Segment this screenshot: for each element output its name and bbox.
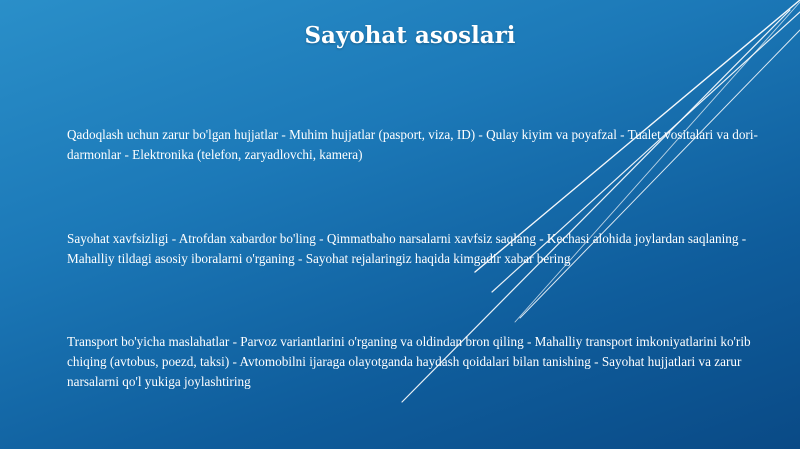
slide-title: Sayohat asoslari bbox=[304, 22, 516, 49]
paragraph-safety: Sayohat xavfsizligi - Atrofdan xabardor bo'ling - Qimmatbaho narsalarni xavfsiz saqlang - Kechasi alohida joylardan saqlaning - Mahalliy tildagi asosiy iboralarni o'rganing - Sayohat rejalaringiz haqida kimgadir xabar bering bbox=[67, 231, 747, 266]
paragraph-transport: Transport bo'yicha maslahatlar - Parvoz variantlarini o'rganing va oldindan bron qiling - Mahalliy transport imkoniyatlarini ko'rib chiqing (avtobus, poezd, taksi) - Avtomobilni ijaraga olayotganda haydash qoidalari bilan tanishing - Sayohat hujjatlari va zarur narsalarni qo'l yukiga joylashtiring bbox=[67, 334, 751, 389]
paragraph-packing: Qadoqlash uchun zarur bo'lgan hujjatlar - Muhim hujjatlar (pasport, viza, ID) - Qulay kiyim va poyafzal - Tualet vositalari va dori-darmonlar - Elektronika (telefon, zaryadlovchi, kamera) bbox=[67, 127, 758, 162]
